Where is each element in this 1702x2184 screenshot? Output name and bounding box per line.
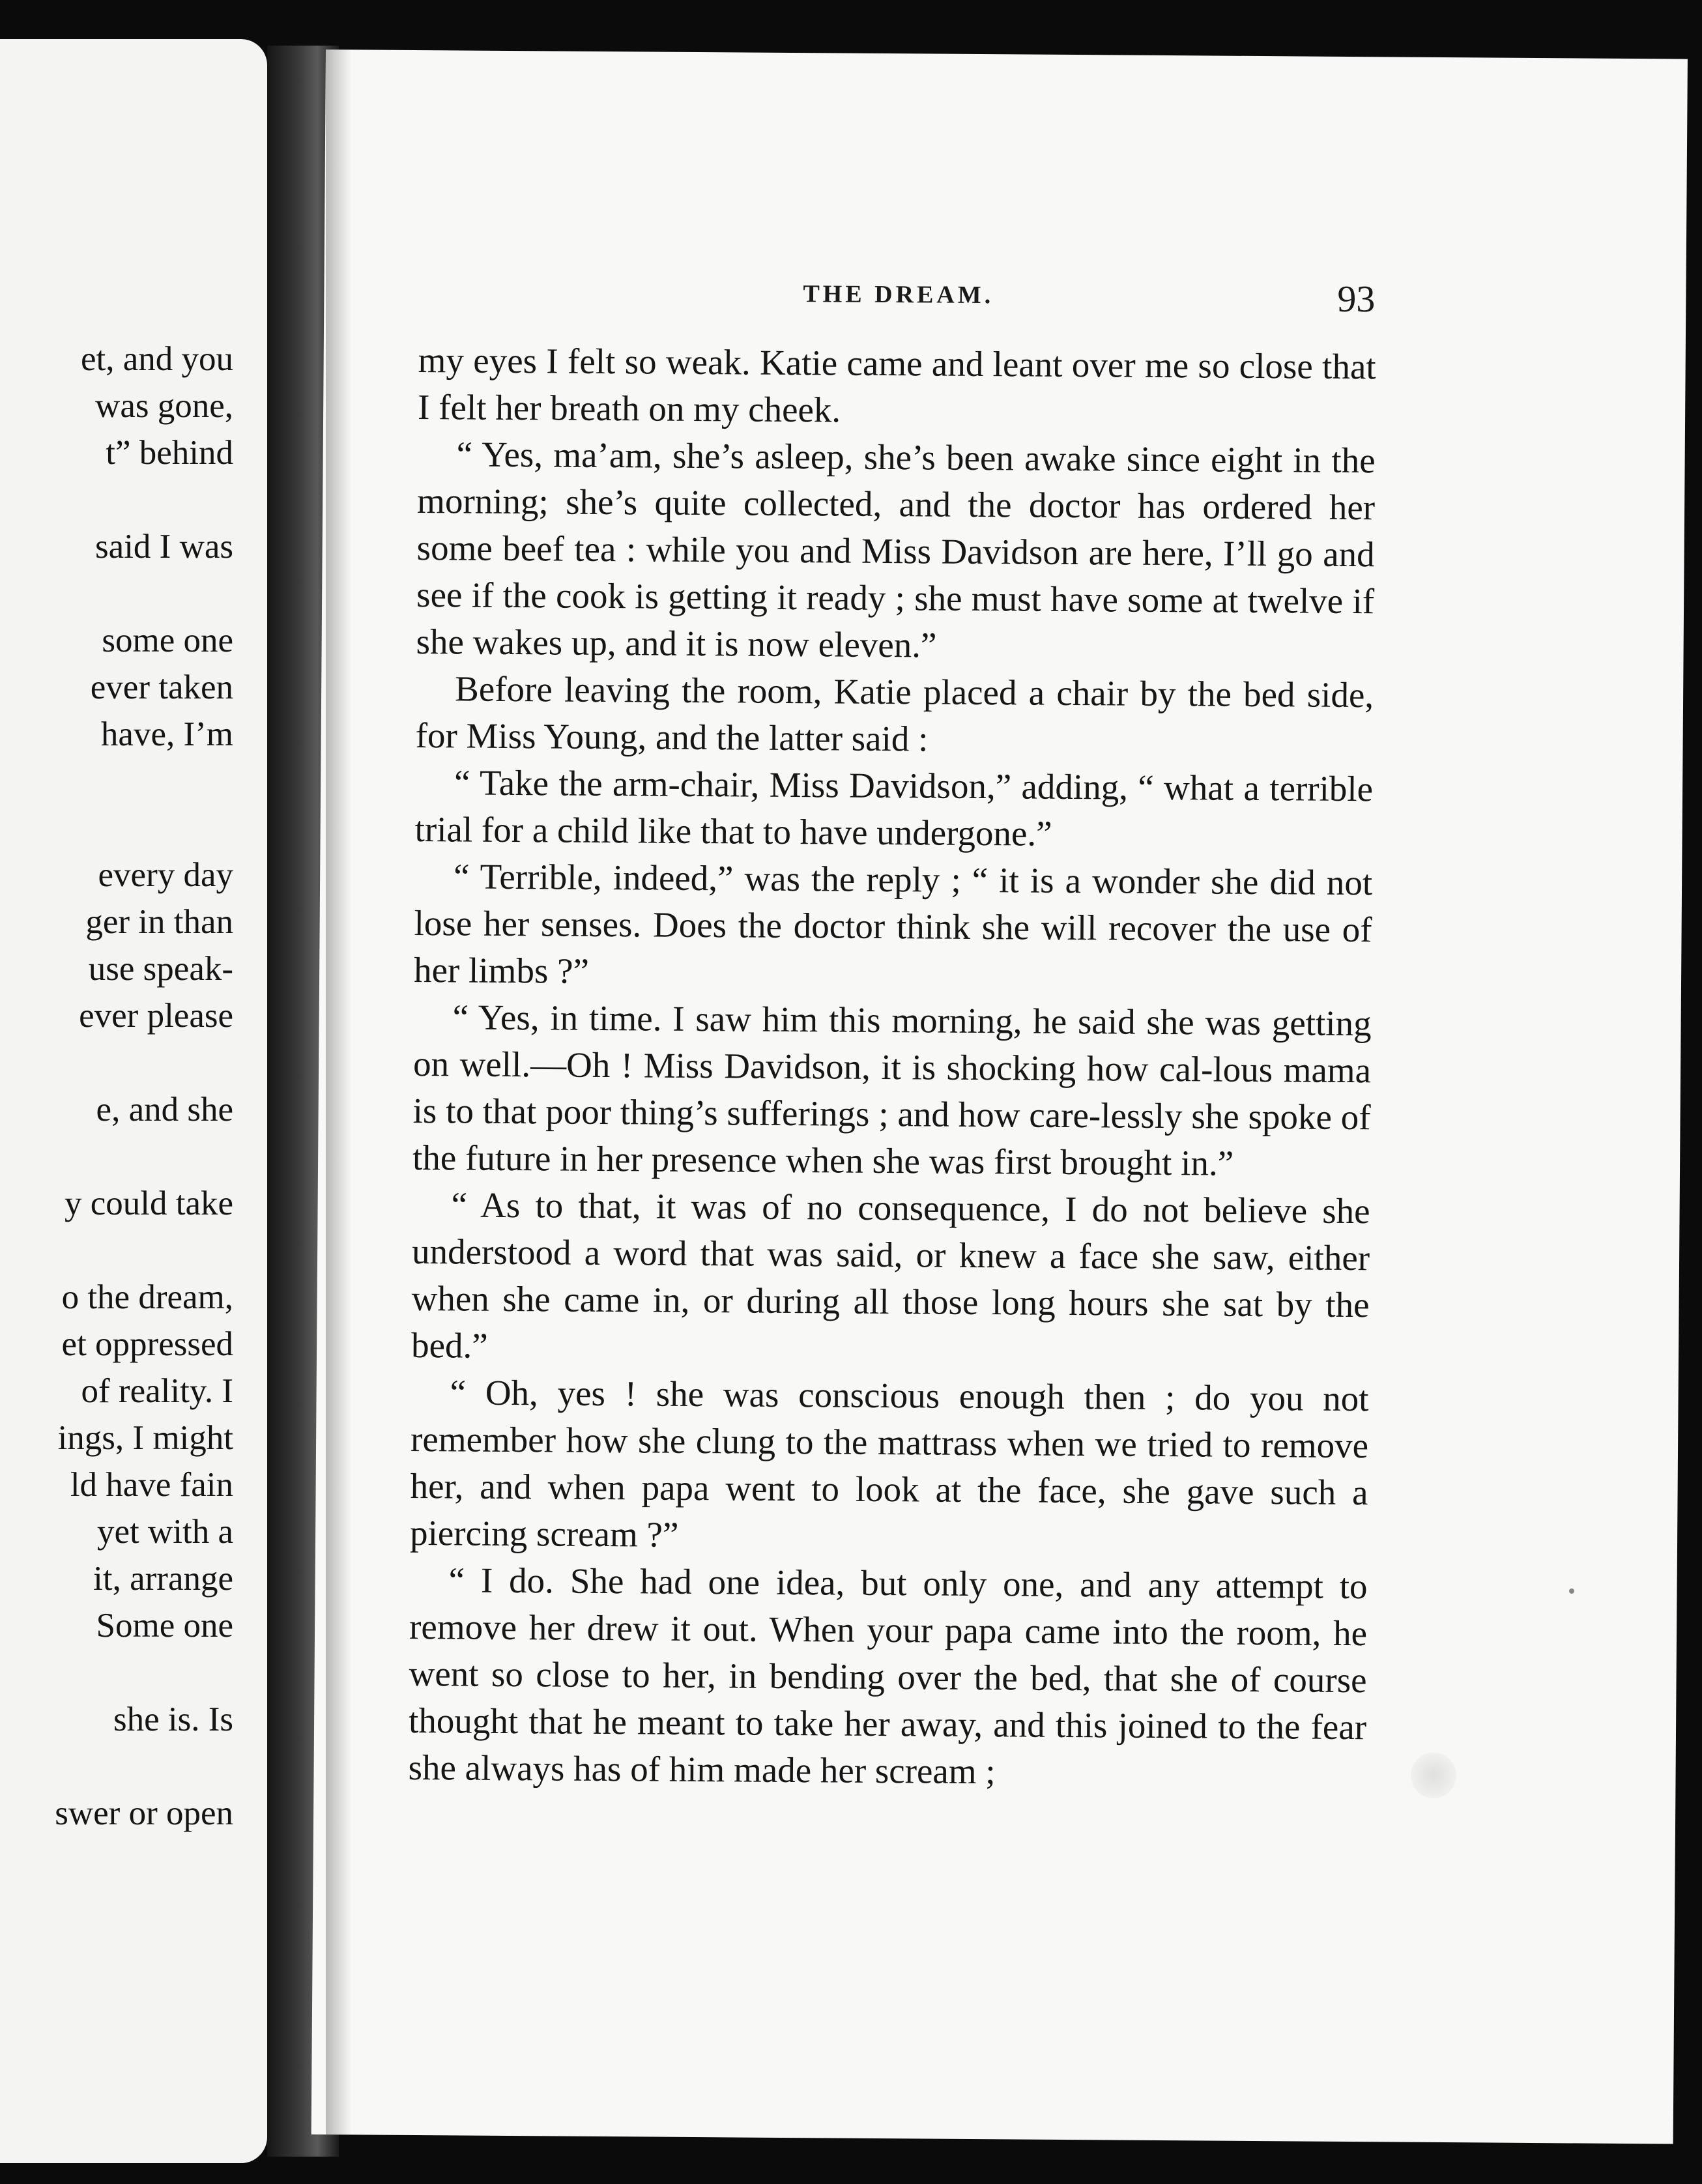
left-line — [0, 1133, 233, 1180]
left-line: ld have fain — [70, 1466, 233, 1504]
paragraph: “ Terrible, indeed,” was the reply ; “ it is a wonder she did not lose her senses. Does the doctor think she will recover the use of her limbs ?” — [413, 856, 1373, 991]
left-line: it, arrange — [93, 1560, 233, 1598]
left-page — [0, 39, 267, 2163]
left-line — [0, 1039, 233, 1086]
left-line: t” behind — [106, 434, 233, 472]
page-edge-shadow — [326, 50, 352, 2134]
paragraph: “ I do. She had one idea, but only one, and any attempt to remove her drew it out. When your papa came into the room, he went so close to her, in bending over the bed, that she of course thought that he meant to take her away, and this joined to the fear she always has of him made her scream ; — [408, 1560, 1368, 1792]
left-line: et oppressed — [61, 1325, 233, 1363]
left-line: yet with a — [97, 1513, 233, 1551]
paragraph: Before leaving the room, Katie placed a chair by the bed side, for Miss Young, and the latter said : — [415, 668, 1374, 759]
left-line: et, and you — [80, 340, 233, 378]
page-number: 93 — [1337, 277, 1376, 321]
left-line: some one — [102, 622, 233, 659]
left-line: every day — [98, 856, 233, 894]
left-line — [0, 1649, 233, 1696]
running-head — [324, 276, 1686, 332]
paragraph: “ Oh, yes ! she was conscious enough then ; do you not remember how she clung to the mattrass when we tried to remove her, and when papa went to look at the face, she gave such a piercing scream ?” — [409, 1372, 1369, 1555]
paragraph: “ Yes, ma’am, she’s asleep, she’s been awake since eight in the morning; she’s quite collected, and the doctor has ordered her some beef tea : while you and Miss Davidson are here, I’ll go and see if the cook is getting it ready ; she must have some at twelve if she wakes up, and it is now eleven.” — [416, 434, 1376, 665]
left-line: have, I’m — [100, 715, 233, 753]
left-line — [0, 758, 233, 805]
paragraph: “ As to that, it was of no consequence, I do not believe she understood a word that was said, or knew a face she saw, either when she came in, or during all those long hours she sat by the bed.” — [411, 1185, 1370, 1366]
paragraph: “ Take the arm-chair, Miss Davidson,” adding, “ what a terrible trial for a child like that to have undergone.” — [414, 762, 1374, 854]
left-line: Some one — [96, 1607, 233, 1645]
left-page-text — [0, 336, 233, 1837]
left-line: ever taken — [90, 668, 233, 706]
left-line: swer or open — [55, 1794, 233, 1832]
left-line: o the dream, — [61, 1278, 233, 1316]
left-line: was gone, — [95, 387, 233, 425]
paragraph: “ Yes, in time. I saw him this morning, he said she was getting on well.—Oh ! Miss Davidson, it is shocking how cal-lous mama is to that poor thing’s sufferings ; and how care-lessly she spoke of the future in her presence when she was first brought in.” — [412, 997, 1372, 1183]
left-line: use speak- — [88, 950, 233, 988]
left-line: said I was — [95, 528, 233, 566]
left-line — [0, 1227, 233, 1274]
left-line — [0, 476, 233, 523]
paper-speck — [1569, 1588, 1574, 1594]
left-line — [0, 805, 233, 852]
right-page — [311, 50, 1688, 2144]
left-line: ings, I might — [57, 1419, 233, 1457]
running-head-title: THE DREAM. — [803, 280, 994, 309]
left-line: ever please — [79, 997, 233, 1035]
left-line: she is. Is — [113, 1701, 233, 1738]
left-line — [0, 1743, 233, 1790]
left-line: e, and she — [96, 1091, 233, 1128]
body-text — [408, 337, 1376, 1798]
left-line — [0, 570, 233, 617]
left-line: ger in than — [85, 903, 233, 941]
left-line: y could take — [64, 1185, 233, 1222]
paper-smudge — [1411, 1753, 1456, 1798]
left-line: of reality. I — [81, 1372, 233, 1410]
paragraph: my eyes I felt so weak. Katie came and leant over me so close that I felt her breath on my cheek. — [417, 340, 1376, 430]
